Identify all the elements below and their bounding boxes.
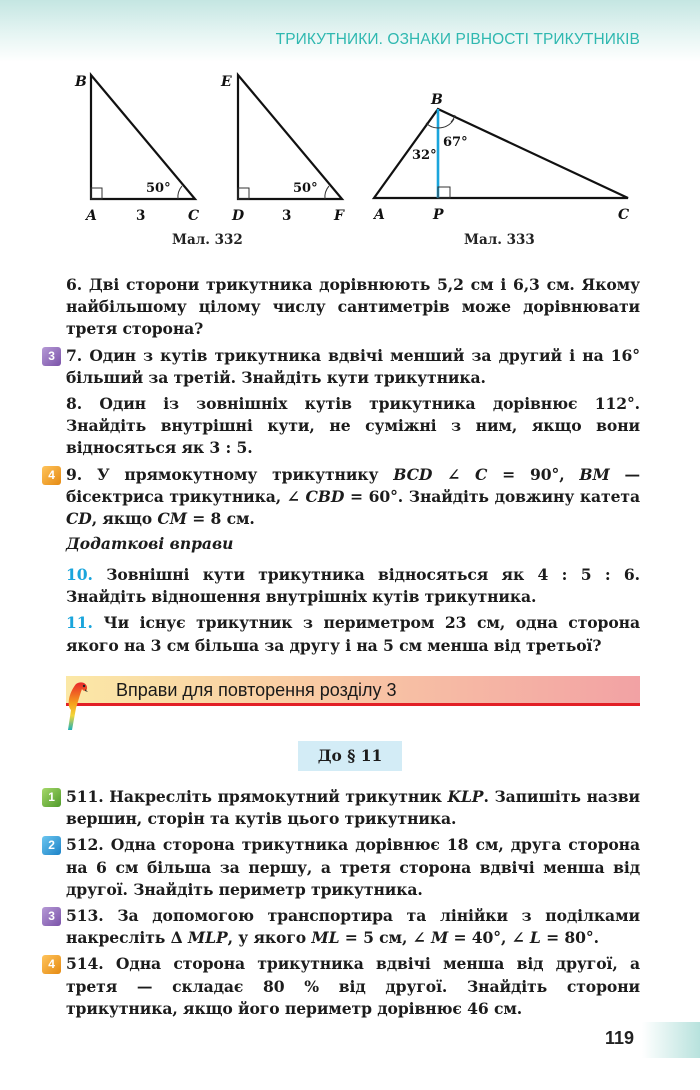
svg-text:B: B [431,92,443,108]
review-banner-title: Вправи для повторення розділу 3 [116,680,397,700]
difficulty-level-3-icon: 3 [42,347,61,366]
svg-text:32°: 32° [412,148,437,163]
svg-text:A: A [374,207,385,223]
problem-512: 2 512. Одна сторона трикутника дорівнює 18 см, друга сторона на 6 см більша за першу, а третя сторона вдвічі менша від другої. Знайдіть периметр трикутника. [66,834,640,901]
svg-text:D: D [232,208,245,224]
page-number: 119 [605,1028,635,1048]
vertex-label: B [75,74,87,90]
svg-text:50°: 50° [146,181,171,196]
difficulty-level-1-icon: 1 [42,788,61,807]
problem-8: 8. Один із зовнішніх кутів трикутника дорівнює 112°. Знайдіть внутрішні кути, не суміжні з ним, якщо вони відносяться як 3 : 5. [66,394,640,458]
running-title: ТРИКУТНИКИ. ОЗНАКИ РІВНОСТІ ТРИКУТНИКІВ [275,31,640,48]
problem-514: 4 514. Одна сторона трикутника вдвічі менша від другої, а третя — складає 80 % від другої. Знайдіть сторони трикутника, якщо його периметр дорівнює 46 см. [66,953,640,1020]
svg-text:E: E [221,74,232,90]
problem-7: 3 7. Один з кутів трикутника вдвічі менший за другий і на 16° більший за третій. Знайдіть кути трикутника. [66,345,640,389]
difficulty-level-3-icon: 3 [42,907,61,926]
parrot-icon [62,680,92,732]
svg-text:F: F [334,208,344,224]
problem-9: 4 9. У прямокутному трикутнику BCD ∠ C = 90°, BM — бісектриса трикутника, ∠ CBD = 60°. Знайдіть довжину катета CD, якщо CM = 8 см. [66,464,640,531]
difficulty-level-4-icon: 4 [42,955,61,974]
review-problems-list [48,786,640,1024]
review-banner [66,676,640,706]
section-label: До § 11 [298,741,402,771]
problem-11: 11. Чи існує трикутник з периметром 23 см, одна сторона якого на 3 см більша за другу і на 5 см менша від третьої? [66,613,640,655]
svg-text:C: C [618,207,630,223]
additional-exercises-heading: Додаткові вправи [66,534,234,553]
svg-text:P: P [433,207,444,223]
page-tab-decoration [642,1022,700,1058]
svg-text:67°: 67° [443,135,468,150]
problem-511: 1 511. Накресліть прямокутний трикутник KLP. Запишіть назви вершин, сторін та кутів цього трикутника. [66,786,640,830]
problem-6: 6. Дві сторони трикутника дорівнюють 5,2 см і 6,3 см. Якому найбільшому цілому числу сантиметрів може дорівнювати третя сторона? [66,275,640,339]
additional-problems-list [66,564,640,661]
problem-10: 10. Зовнішні кути трикутника відносяться як 4 : 5 : 6. Знайдіть відношення внутрішніх кутів трикутника. [66,565,640,607]
figure-333-caption: Мал. 333 [464,232,535,248]
svg-text:A: A [86,208,97,224]
svg-text:C: C [188,208,200,224]
svg-text:3: 3 [136,208,146,224]
figure-332-caption: Мал. 332 [172,232,243,248]
problem-513: 3 513. За допомогою транспортира та лінійки з поділками накресліть Δ MLP, у якого ML = 5 см, ∠ M = 40°, ∠ L = 80°. [66,905,640,949]
difficulty-level-4-icon: 4 [42,466,61,485]
difficulty-level-2-icon: 2 [42,836,61,855]
svg-text:3: 3 [282,208,292,224]
problems-list [48,274,641,534]
svg-text:50°: 50° [293,181,318,196]
